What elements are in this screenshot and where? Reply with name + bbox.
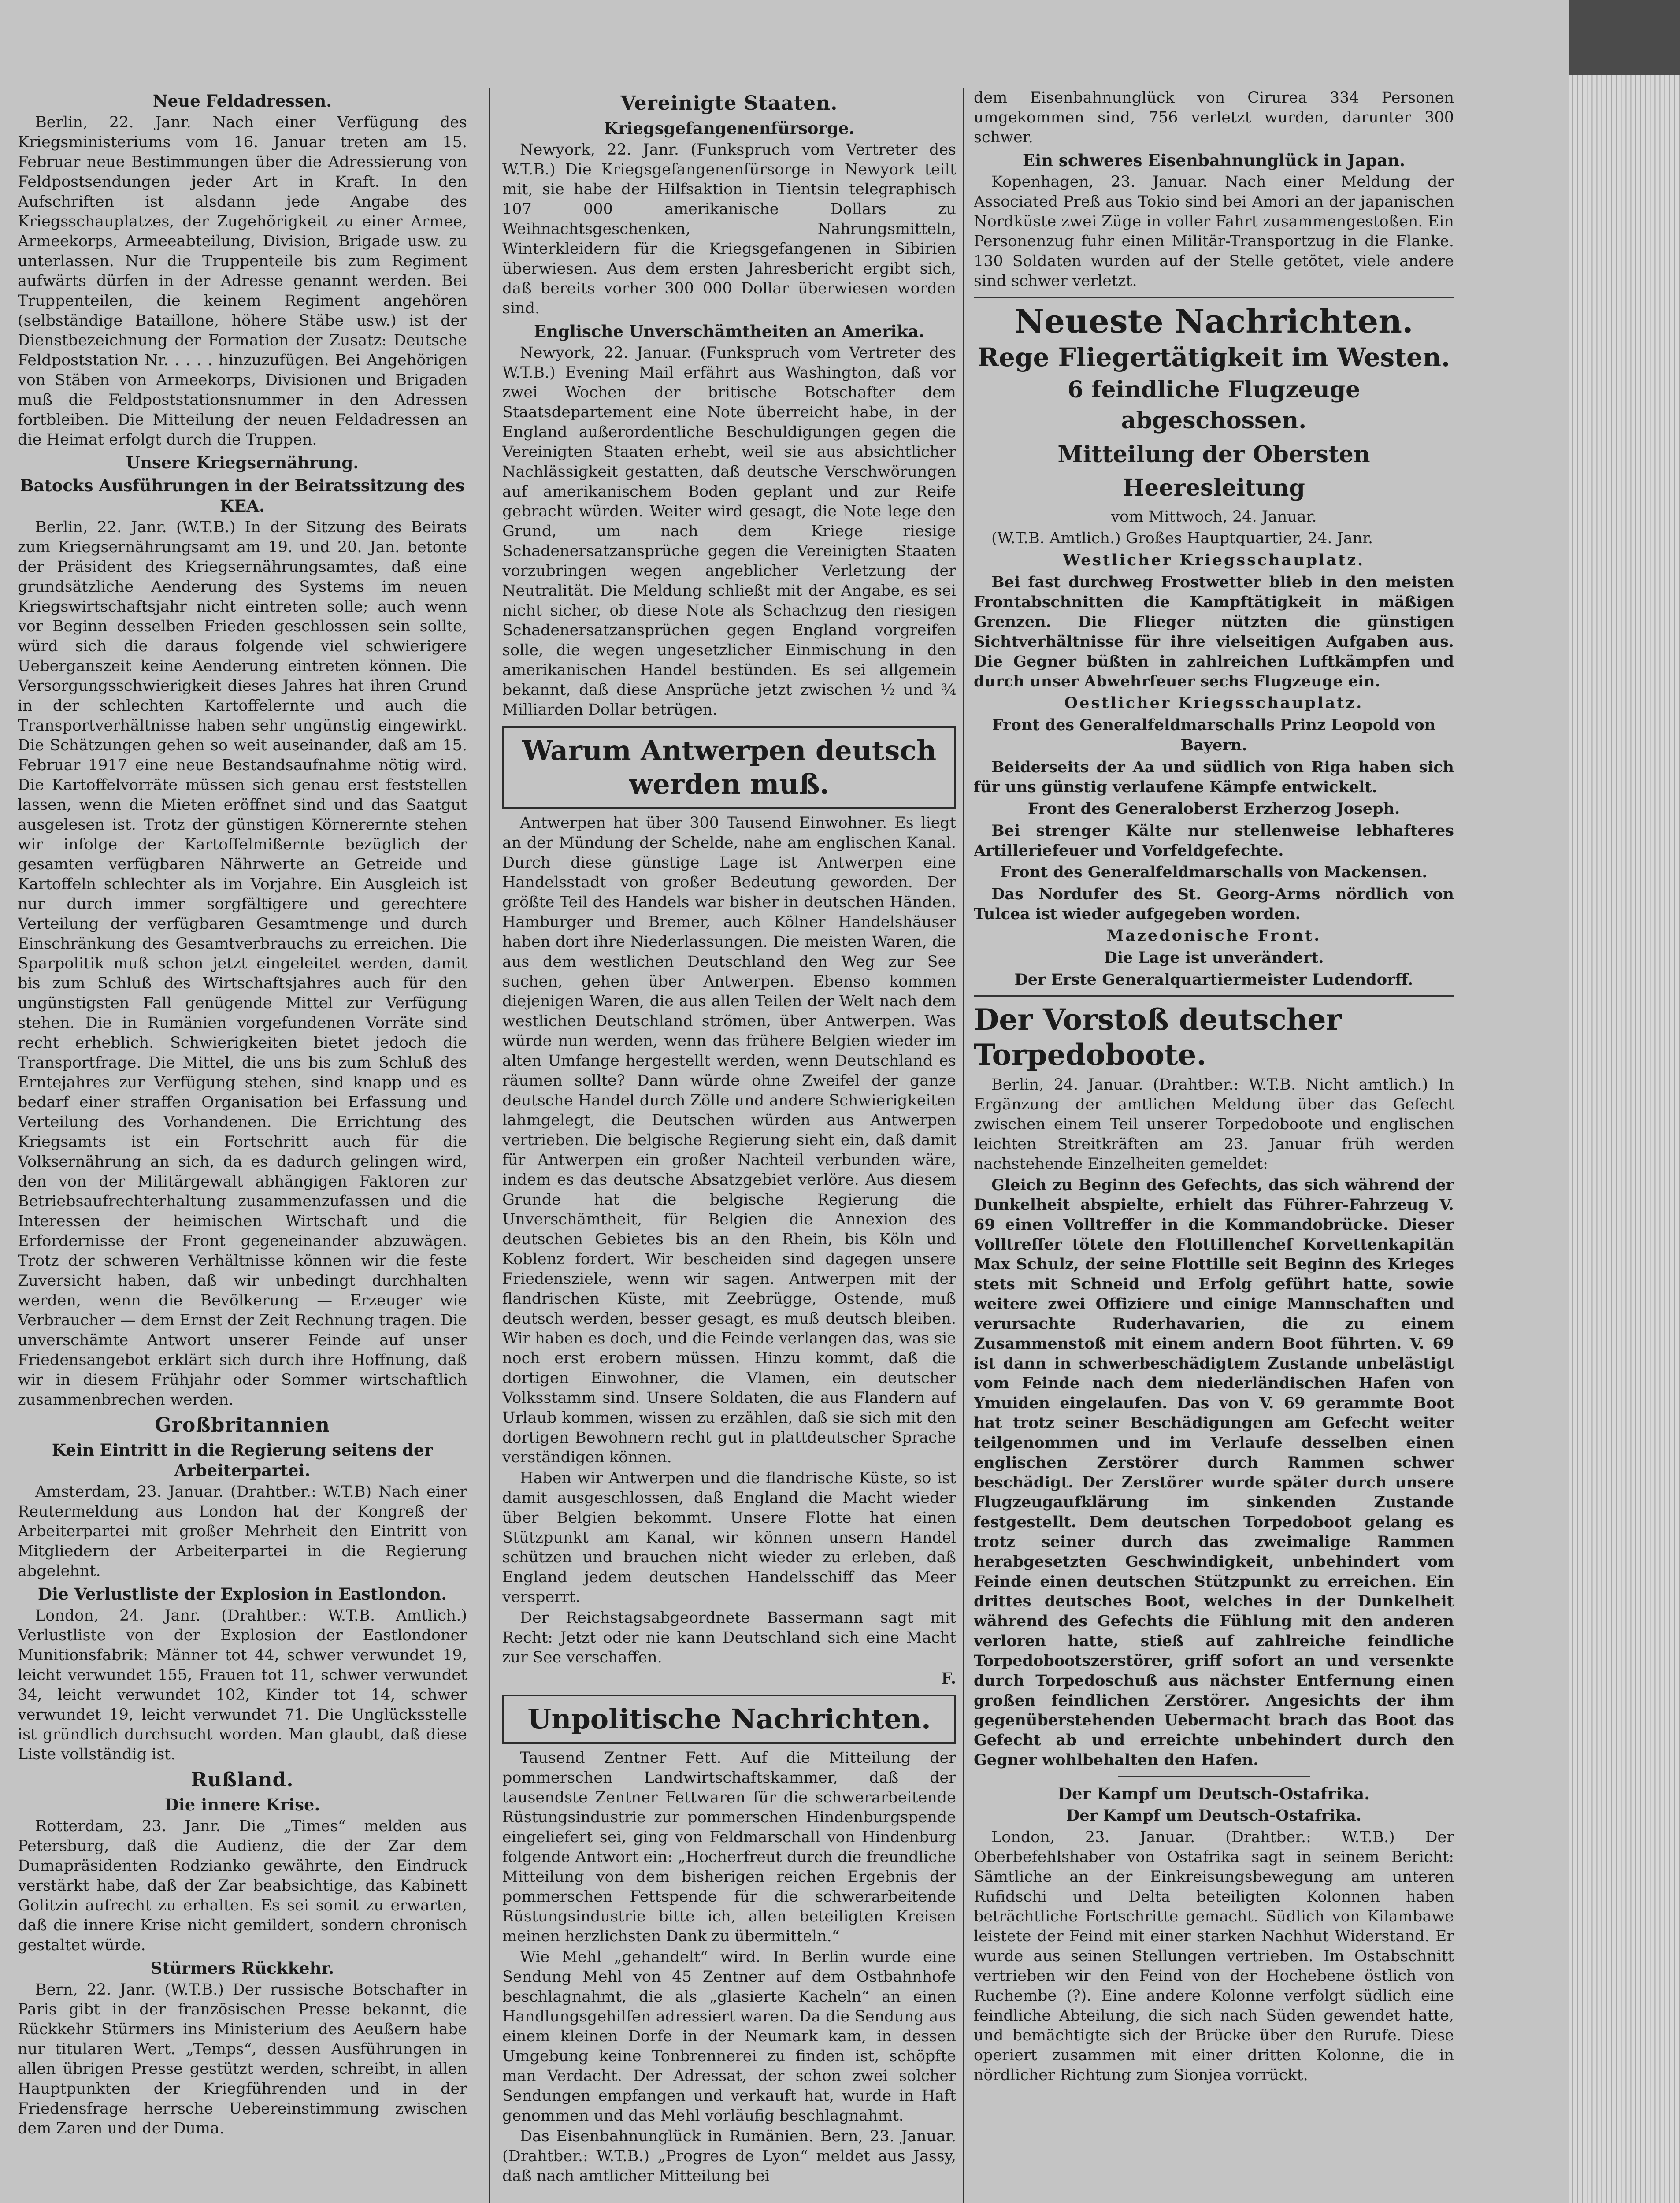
section-heading: Vereinigte Staaten. (620, 92, 838, 115)
report-date: vom Mittwoch, 24. Januar. (1111, 508, 1317, 526)
headline-flieger: Rege Fliegertätigkeit im Westen. (977, 342, 1450, 372)
article-paragraph: Wie Mehl „gehandelt“ wird. In Berlin wurde eine Sendung Mehl von 45 Zentner auf dem Ostbahnhofe beschlagnahmt, die als „glasierte Kacheln“ an einen Handlungsgehilfen adressiert waren. Da die Sendung aus einem kleinen Dorfe in der Neumark kam, in dessen Umgebung keine Tonbrennerei zu finden ist, schöpfte man Verdacht. Der Adressat, der schon zwei solcher Sendungen empfangen und verkauft hat, wurde in Haft genommen und das Mehl vorläufig beschlagnahmt. (502, 1948, 956, 2125)
article-ostafrika: London, 23. Januar. (Drahtber.: W.T.B.) Der Oberbefehlshaber von Ostafrika sagt in seinem Bericht: Sämtliche an der Einkreisungsbewegung am unteren Rufidschi und Delta beteiligten Kolonnen haben beträchtliche Fortschritte gemacht. Südlich von Kilambawe leistete der Feind mit einer starken Nachhut Widerstand. Er wurde aus seinen Stellungen vertrieben. Im Ostabschnitt vertrieben wir den Feind von der Hochebene östlich von Ruchembe (?). Eine andere Kolonne verfolgt südlich eine feindliche Abteilung, die sich nach Süden gewendet hatte, und bemächtigte sich der Brücke über den Rurufe. Diese operiert zusammen mit einer dritten Kolonne, die in nördlicher Richtung zum Sionjea vorrückt. (974, 1828, 1454, 2084)
article-paragraph: London, 24. Janr. (Drahtber.: W.T.B. Amtlich.) Verlustliste von der Explosion der Eastlondoner Munitionsfabrik: Männer tot 44, schwer verwundet 19, leicht verwundet 155, Frauen tot 11, schwer verwundet 34, leicht verwundet 102, Kinder tot 14, schwer verwundet 19, leicht verwundet 71. Die Unglücksstelle ist gründlich durchsucht worden. Man glaubt, daß diese Liste vollständig ist. (18, 1607, 467, 1763)
heading-front-joseph: Front des Generaloberst Erzherzog Joseph. (1027, 800, 1400, 818)
section-heading: Großbritannien (155, 1414, 330, 1436)
article-headline: Die innere Krise. (164, 1795, 320, 1814)
column-rule (963, 88, 964, 2203)
article-torpedo-intro: Berlin, 24. Januar. (Drahtber.: W.T.B. Nicht amtlich.) In Ergänzung der amtlichen Meldung über das Gefecht zwischen einem Teil unserer Torpedoboote und englischen leichten Streitkräften am 23. Januar früh werden nachstehende Einzelheiten gemeldet: (974, 1076, 1454, 1173)
headline-japan: Ein schweres Eisenbahnunglück in Japan. (1022, 151, 1406, 170)
signature-ludendorff: Der Erste Generalquartiermeister Ludendorff. (1014, 971, 1413, 989)
report-source: (W.T.B. Amtlich.) Großes Hauptquartier, 24. Janr. (991, 530, 1373, 547)
article-headline: Neue Feldadressen. (152, 91, 332, 111)
report-front-mackensen: Das Nordufer des St. Georg-Arms nördlich von Tulcea ist wieder aufgegeben worden. (974, 885, 1454, 923)
article-continuation: dem Eisenbahnunglück von Cirurea 334 Personen umgekommen sind, 756 verletzt wurden, darunter 300 schwer. (974, 89, 1454, 146)
divider (1118, 1776, 1310, 1777)
heading-front-leopold: Front des Generalfeldmarschalls Prinz Leopold von Bayern. (992, 716, 1436, 754)
report-front-joseph: Bei strenger Kälte nur stellenweise lebhafteres Artilleriefeuer und Vorfeldgefechte. (974, 822, 1454, 860)
column-1 (18, 88, 467, 2203)
heading-west: Westlicher Kriegsschauplatz. (1063, 551, 1365, 569)
headline-ostafrika: Der Kampf um Deutsch-Ostafrika. (1057, 1784, 1370, 1803)
subheadline-ostafrika: Der Kampf um Deutsch-Ostafrika. (1066, 1806, 1361, 1825)
section-heading: Rußland. (191, 1769, 294, 1791)
article-headline: Stürmers Rückkehr. (150, 1958, 334, 1978)
report-mazedonien: Die Lage ist unverändert. (1104, 949, 1324, 967)
boxed-headline-text: Warum Antwerpen deutsch werden muß. (522, 734, 937, 800)
column-rule (489, 88, 490, 2203)
article-paragraph: Berlin, 22. Janr. Nach einer Verfügung des Kriegsministeriums vom 16. Januar treten am 15. Februar neue Bestimmungen über die Adressierung von Feldpostsendungen jeder Art in Kraft. In den Aufschriften ist alsdann jede Angabe des Kriegsschauplatzes, der Zugehörigkeit zu einer Armee, Armeekorps, Armeeabteilung, Division, Brigade usw. zu unterlassen. Nur die Truppenteile bis zum Regiment aufwärts dürfen in der Adresse genannt werden. Bei Truppenteilen, die keinem Regiment angehören (selbständige Bataillone, höhere Stäbe usw.) ist der Dienstbezeichnung der Formation der Zusatz: Deutsche Feldpoststation Nr. . . . . hinzuzufügen. Bei Angehörigen von Stäben von Armeekorps, Divisionen und Brigaden muß die Feldpoststationsnummer in den Adressen fortbleiben. Die Mitteilung der neuen Feldadressen an die Heimat erfolgt durch die Truppen. (18, 114, 467, 449)
article-paragraph: Haben wir Antwerpen und die flandrische Küste, so ist damit ausgeschlossen, daß England die Macht wieder über Belgien bekommt. Unsere Flotte hat einen Stützpunkt am Kanal, wir können unsern Handel schützen und brauchen nicht wieder zu erleben, daß England jedem deutschen Handelsschiff das Meer versperrt. (502, 1469, 956, 1606)
boxed-headline (502, 726, 956, 809)
article-headline: Kriegsgefangenenfürsorge. (604, 119, 855, 138)
article-japan: Kopenhagen, 23. Januar. Nach einer Meldung der Associated Preß aus Tokio sind bei Amori an der japanischen Nordküste zwei Züge in voller Fahrt zusammengestoßen. Ein Personenzug fuhr einen Militär-Transportzug in die Flanke. 130 Soldaten wurden auf der Stelle getötet, viele andere sind schwer verletzt. (974, 173, 1454, 290)
report-west: Bei fast durchweg Frostwetter blieb in den meisten Frontabschnitten die Kampftätigkeit in mäßigen Grenzen. Die Flieger nützten die günstigen Sichtverhältnisse für ihre vielseitigen Aufgaben aus. Die Gegner büßten in zahlreichen Luftkämpfen und durch unser Abwehrfeuer sechs Flugzeuge ein. (974, 573, 1454, 690)
article-torpedo-body: Gleich zu Beginn des Gefechts, das sich während der Dunkelheit abspielte, erhielt das Führer-Fahrzeug V. 69 einen Volltreffer in die Kommandobrücke. Dieser Volltreffer tötete den Flottillenchef Korvettenkapitän Max Schulz, der seine Flottille seit Beginn des Krieges stets mit Schneid und Erfolg geführt hatte, sowie weitere zwei Offiziere und einige Mannschaften und verursachte Ruderhavarien, die zu einem Zusammenstoß mit einem andern Boot führten. V. 69 ist dann in schwerbeschädigtem Zustande unbelästigt vom Feinde nach dem niederländischen Hafen von Ymuiden eingelaufen. Das von V. 69 gerammte Boot hat trotz seiner Beschädigungen am Gefecht weiter teilgenommen und im Verlaufe desselben einen englischen Zerstörer durch Rammen schwer beschädigt. Der Zerstörer wurde später durch unsere Flugzeugaufklärung im sinkenden Zustande festgestellt. Dem deutschen Torpedoboot gelang es trotz seiner durch das zweimalige Rammen herabgesetzten Geschwindigkeit, unbehindert vom Feinde einen deutschen Stützpunkt zu erreichen. Ein drittes deutsches Boot, welches in der Dunkelheit während des Gefechts die Fühlung mit den anderen verloren hatte, stieß auf zahlreiche feindliche Torpedobootszerstörer, griff sofort an und versenkte durch Torpedoschuß aus nächster Entfernung einen großen feindlichen Zerstörer. Angesichts der ihm gegenüberstehenden Uebermacht brach das Boot das Gefecht ab und erreichte unbehindert durch den Gegner wohlbehalten den Hafen. (974, 1176, 1454, 1769)
article-paragraph: Tausend Zentner Fett. Auf die Mitteilung der pommerschen Landwirtschaftskammer, daß der tausendste Zentner Fettwaren für die schwerarbeitende Rüstungsindustrie zur pommerschen Hindenburgspende eingeliefert sei, ging von Feldmarschall von Hindenburg folgende Antwort ein: „Hocherfreut durch die freundliche Mitteilung von dem bisherigen reichen Ergebnis der pommerschen Fettspende für die schwerarbeitende Rüstungsindustrie bitte ich, allen beteiligten Kreisen meinen herzlichsten Dank zu übermitteln.“ (502, 1749, 956, 1945)
column-3 (974, 88, 1454, 2203)
report-front-leopold: Beiderseits der Aa und südlich von Riga haben sich für uns günstig verlaufene Kämpfe entwickelt. (974, 758, 1454, 796)
book-page-edges (1569, 75, 1680, 2203)
article-paragraph: Rotterdam, 23. Janr. Die „Times“ melden aus Petersburg, daß die Audienz, die der Zar dem Dumapräsidenten Rodzianko gewährte, den Eindruck verstärkt habe, daß der Zar beabsichtige, das Kabinett Golitzin aufrecht zu erhalten. Es sei somit zu erwarten, daß die innere Krise nicht gemildert, sondern chronisch gestaltet würde. (18, 1817, 467, 1954)
heading-front-mackensen: Front des Generalfeldmarschalls von Mackensen. (1000, 863, 1428, 881)
article-paragraph: Das Eisenbahnunglück in Rumänien. Bern, 23. Januar. (Drahtber.: W.T.B.) „Progres de Lyon“ meldet aus Jassy, daß nach amtlicher Mitteilung bei (502, 2128, 956, 2185)
article-paragraph: Bern, 22. Janr. (W.T.B.) Der russische Botschafter in Paris gibt in der französischen Presse bekannt, die Rückkehr Stürmers ins Ministerium des Aeußern habe nur titularen Wert. „Temps“, dessen Ausführungen in allen übrigen Presse gestützt werden, schreibt, in allen Hauptpunkten der Kriegführenden und in der Friedensfrage herrsche Uebereinstimmung zwischen dem Zaren und der Duma. (18, 1981, 467, 2137)
boxed-headline (502, 1695, 956, 1744)
article-paragraph: Newyork, 22. Januar. (Funkspruch vom Vertreter des W.T.B.) Evening Mail erfährt aus Washington, daß vor zwei Wochen der britische Botschafter dem Staatsdepartement eine Note überreicht habe, in der England außerordentliche Beschuldigungen gegen die Vereinigten Staaten erhebt, weil sie aus absichtlicher Nachlässigkeit gestatten, daß deutsche Verschwörungen auf amerikanischem Boden geplant und zur Reife gebracht würden. Weiter wird gesagt, die Note lege den Grund, um nach dem Kriege riesige Schadenersatzansprüche gegen die Vereinigten Staaten vorzubringen wegen angeblicher Verletzung der Neutralität. Die Meldung schließt mit der Angabe, es sei nicht sicher, ob diese Note als Schachzug den riesigen Schadenersatzansprüchen gegen England vorgreifen solle, die wegen ungesetzlicher Einmischung in den amerikanischen Handel bestünden. Es sei allgemein bekannt, daß diese Ansprüche jetzt zwischen ½ und ¾ Milliarden Dollar betrügen. (502, 344, 956, 719)
divider (974, 297, 1454, 298)
divider (974, 995, 1454, 997)
article-paragraph: Berlin, 22. Janr. (W.T.B.) In der Sitzung des Beirats zum Kriegsernährungsamt am 19. und 20. Jan. betonte der Präsident des Kriegsernährungsamtes, daß eine grundsätzliche Aenderung des Systems im neuen Kriegswirtschaftsjahr nicht eintreten solle; auch wenn vor Beginn desselben Frieden geschlossen sein sollte, würd sich die daraus folgende viel schwierigere Ueberganszeit keine Aenderung eintreten können. Die Versorgungsschwierigkeit dieses Jahres hat ihren Grund in der schlechten Kartoffelernte und auch die Transportverhältnisse haben sehr ungünstig eingewirkt. Die Schätzungen gehen so weit auseinander, daß am 15. Februar 1917 eine neue Bestandsaufnahme nötig wird. Die Kartoffelvorräte müssen sich genau erst feststellen lassen, wenn die Mieten eröffnet sind und das Saatgut ausgelesen ist. Trotz der günstigen Körnerernte stehen wir infolge der Kartoffelmißernte bezüglich der gesamten verfügbaren Nährwerte an Getreide und Kartoffeln schlechter als im Vorjahre. Ein Ausgleich ist nur durch immer sorgfältigere und gerechtere Verteilung der verfügbaren Gesamtmenge und durch Einschränkung des Gesamtverbrauchs zu erreichen. Die Sparpolitik muß schon jetzt eingeleitet werden, damit bis zum Schluß des Wirtschaftsjahres auch für den ungünstigsten Fall genügende Mittel zur Verfügung stehen. Die in Rumänien vorgefundenen Vorräte sind recht erheblich. Schwierigkeiten bietet jedoch die Transportfrage. Die Mittel, die uns bis zum Schluß des Erntejahres zur Verfügung stehen, sind knapp und es bedarf einer straffen Organisation bei Erfassung und Verteilung des Vorhandenen. Die Errichtung des Kriegsamts ist ein Fortschritt auch für die Volksernährung an sich, da es dadurch gelingen wird, den von der Militärgewalt abhängigen Faktoren zur Betriebsaufrechterhaltung zusammenzufassen und die Interessen der heimischen Wirtschaft und die Erfordernisse der Front gegeneinander abzuwägen. Trotz der schweren Verhältnisse können wir die feste Zuversicht haben, daß wir unbedingt durchhalten werden, wenn die Bevölkerung — Erzeuger wie Verbraucher — dem Ernst der Zeit Rechnung tragen. Die unverschämte Antwort unserer Feinde auf unser Friedensangebot erklärt sich durch ihre Hoffnung, daß wir in diesem Frühjahr oder Sommer wirtschaftlich zusammenbrechen werden. (18, 519, 467, 1409)
article-paragraph: Antwerpen hat über 300 Tausend Einwohner. Es liegt an der Mündung der Schelde, nahe am englischen Kanal. Durch diese günstige Lage ist Antwerpen eine Handelsstadt von großer Bedeutung geworden. Der größte Teil des Handels war bisher in deutschen Händen. Hamburger und Bremer, auch Kölner Handelshäuser haben dort ihre Niederlassungen. Die meisten Waren, die aus dem westlichen Deutschland den Weg zur See suchen, gehen über Antwerpen. Ebenso kommen diejenigen Waren, die aus allen Teilen der Welt nach dem westlichen Deutschland strömen, über Antwerpen. Was würde nun werden, wenn das frühere Belgien wieder im alten Umfange hergestellt werden, wenn Deutschland es räumen sollte? Dann würde ohne Zweifel der ganze deutsche Handel durch Zölle und andere Schwierigkeiten lahmgelegt, die Deutschen würden aus Antwerpen vertrieben. Die belgische Regierung sieht ein, daß damit für Antwerpen ein großer Nachteil verbunden wäre, indem es das deutsche Absatzgebiet verlöre. Aus diesem Grunde hat die belgische Regierung die Unverschämtheit, für Belgien die Annexion des deutschen Gebietes bis an den Rhein, bis Köln und Koblenz fordert. Wir bescheiden sind dagegen unsere Friedensziele, wenn wir sagen. Antwerpen mit der flandrischen Küste, mit Zeebrügge, Ostende, muß deutsch werden, besser gesagt, es muß deutsch bleiben. Wir haben es doch, und die Feinde verlangen das, was sie noch erst erobern müssen. Hinzu kommt, daß die dortigen Einwohner, die Vlamen, ein deutscher Volksstamm sind. Unsere Soldaten, die aus Flandern auf Urlaub kommen, wissen zu erzählen, daß sie sich mit den dortigen Bewohnern recht gut in plattdeutscher Sprache verständigen können. (502, 814, 956, 1466)
column-2 (502, 88, 956, 2203)
article-paragraph: Newyork, 22. Janr. (Funkspruch vom Vertreter des W.T.B.) Die Kriegsgefangenenfürsorge in Newyork teilt mit, sie habe der Hilfsaktion in Tientsin telegraphisch 107 000 amerikanische Dollars zu Weihnachtsgeschenken, Nahrungsmitteln, Winterkleidern für die Kriegsgefangenen in Sibirien überwiesen. Aus dem ersten Jahresbericht ergibt sich, daß bereits vorher 300 000 Dollar überwiesen worden sind. (502, 141, 956, 317)
headline-torpedoboote: Der Vorstoß deutscher Torpedoboote. (974, 1002, 1342, 1072)
article-headline: Englische Unverschämtheiten an Amerika. (534, 322, 925, 341)
article-headline: Die Verlustliste der Explosion in Eastlondon. (37, 1584, 447, 1604)
article-headline: Unsere Kriegsernährung. (126, 453, 359, 472)
article-headline: Batocks Ausführungen in der Beiratssitzung des KEA. (20, 476, 465, 516)
article-paragraph: Amsterdam, 23. Januar. (Drahtber.: W.T.B) Nach einer Reutermeldung aus London hat der Kongreß der Arbeiterpartei mit großer Mehrheit den Eintritt von Mitgliedern der Arbeiterpartei in die Regierung abgelehnt. (18, 1483, 467, 1580)
article-headline: Kein Eintritt in die Regierung seitens der Arbeiterpartei. (52, 1440, 433, 1480)
section-title-neueste: Neueste Nachrichten. (1014, 303, 1413, 341)
author-signature: F. (941, 1669, 956, 1687)
headline-flugzeuge: 6 feindliche Flugzeuge abgeschossen. (1067, 376, 1361, 434)
boxed-headline-text: Unpolitische Nachrichten. (527, 1703, 931, 1735)
heading-mazedonien: Mazedonische Front. (1106, 927, 1321, 945)
article-paragraph: Der Reichstagsabgeordnete Bassermann sagt mit Recht: Jetzt oder nie kann Deutschland sich eine Macht zur See verschaffen. (502, 1609, 956, 1666)
heading-ost: Oestlicher Kriegsschauplatz. (1064, 694, 1364, 712)
headline-ohl: Mitteilung der Obersten Heeresleitung (1057, 441, 1370, 501)
